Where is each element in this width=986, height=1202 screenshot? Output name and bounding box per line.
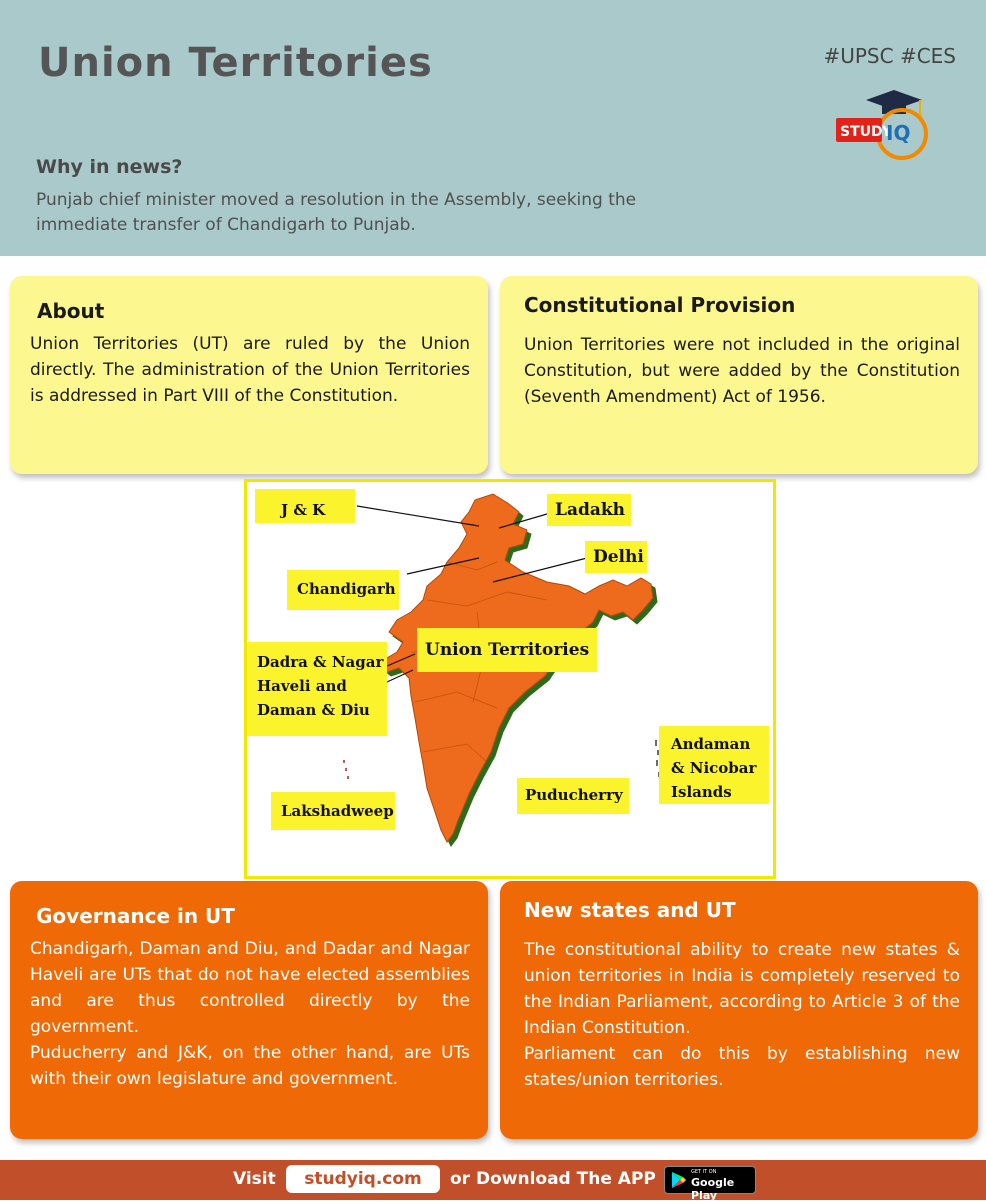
new-states-text-1: The constitutional ability to create new states & union territories in India is completely reserved to the Indian Parliament, according to Article 3 of the Indian Constitution. xyxy=(524,940,960,1038)
about-heading: About xyxy=(37,299,105,323)
footer-download-text: or Download The APP xyxy=(450,1169,656,1189)
label-jk: J & K xyxy=(255,489,355,523)
label-delhi: Delhi xyxy=(585,541,647,573)
new-states-text-2: Parliament can do this by establishing new states/union territories. xyxy=(524,1044,960,1090)
hashtags: #UPSC #CES xyxy=(823,44,956,68)
governance-heading: Governance in UT xyxy=(36,904,235,928)
about-text: Union Territories (UT) are ruled by the Union directly. The administration of the Union Territories is addressed in Part VIII of the Constitution. xyxy=(30,334,470,406)
google-play-icon xyxy=(671,1171,687,1189)
google-play-button[interactable] xyxy=(664,1166,756,1202)
india-ut-map xyxy=(244,479,776,879)
studyiq-logo xyxy=(836,86,936,166)
new-states-heading: New states and UT xyxy=(524,898,736,922)
label-chandigarh: Chandigarh xyxy=(287,570,399,610)
label-lakshadweep: Lakshadweep xyxy=(271,792,395,830)
constitutional-card xyxy=(500,276,978,474)
governance-text-1: Chandigarh, Daman and Diu, and Dadar and Nagar Haveli are UTs that do not have elected assemblies and are thus controlled directly by the government. xyxy=(30,939,470,1037)
label-dnh-dd: Dadra & Nagar Haveli and Daman & Diu xyxy=(247,642,387,736)
governance-text-2: Puducherry and J&K, on the other hand, are UTs with their own legislature and government. xyxy=(30,1043,470,1089)
governance-card xyxy=(10,881,488,1139)
constitutional-text: Union Territories were not included in the original Constitution, but were added by the Constitution (Seventh Amendment) Act of 1956. xyxy=(524,335,960,407)
label-puducherry: Puducherry xyxy=(517,778,629,814)
svg-text:IQ: IQ xyxy=(886,121,911,145)
footer-visit-text: Visit xyxy=(233,1169,276,1189)
studyiq-link[interactable]: studyiq.com xyxy=(286,1165,440,1193)
label-union-territories: Union Territories xyxy=(417,628,597,672)
about-card xyxy=(10,276,488,474)
constitutional-heading: Constitutional Provision xyxy=(524,293,796,317)
gplay-big-text: Google Play xyxy=(691,1176,735,1202)
why-in-news-heading: Why in news? xyxy=(36,156,183,178)
page-title: Union Territories xyxy=(38,40,433,86)
label-andaman-nicobar: Andaman & Nicobar Islands xyxy=(659,726,769,804)
svg-text:STUDY: STUDY xyxy=(840,124,892,140)
header-banner xyxy=(0,0,986,256)
gplay-small-text: GET IT ON xyxy=(691,1169,717,1175)
new-states-card xyxy=(500,881,978,1139)
footer-bar xyxy=(0,1160,986,1200)
why-in-news-text: Punjab chief minister moved a resolution in the Assembly, seeking the immediate transfer of Chandigarh to Punjab. xyxy=(36,190,637,235)
label-ladakh: Ladakh xyxy=(547,494,631,526)
